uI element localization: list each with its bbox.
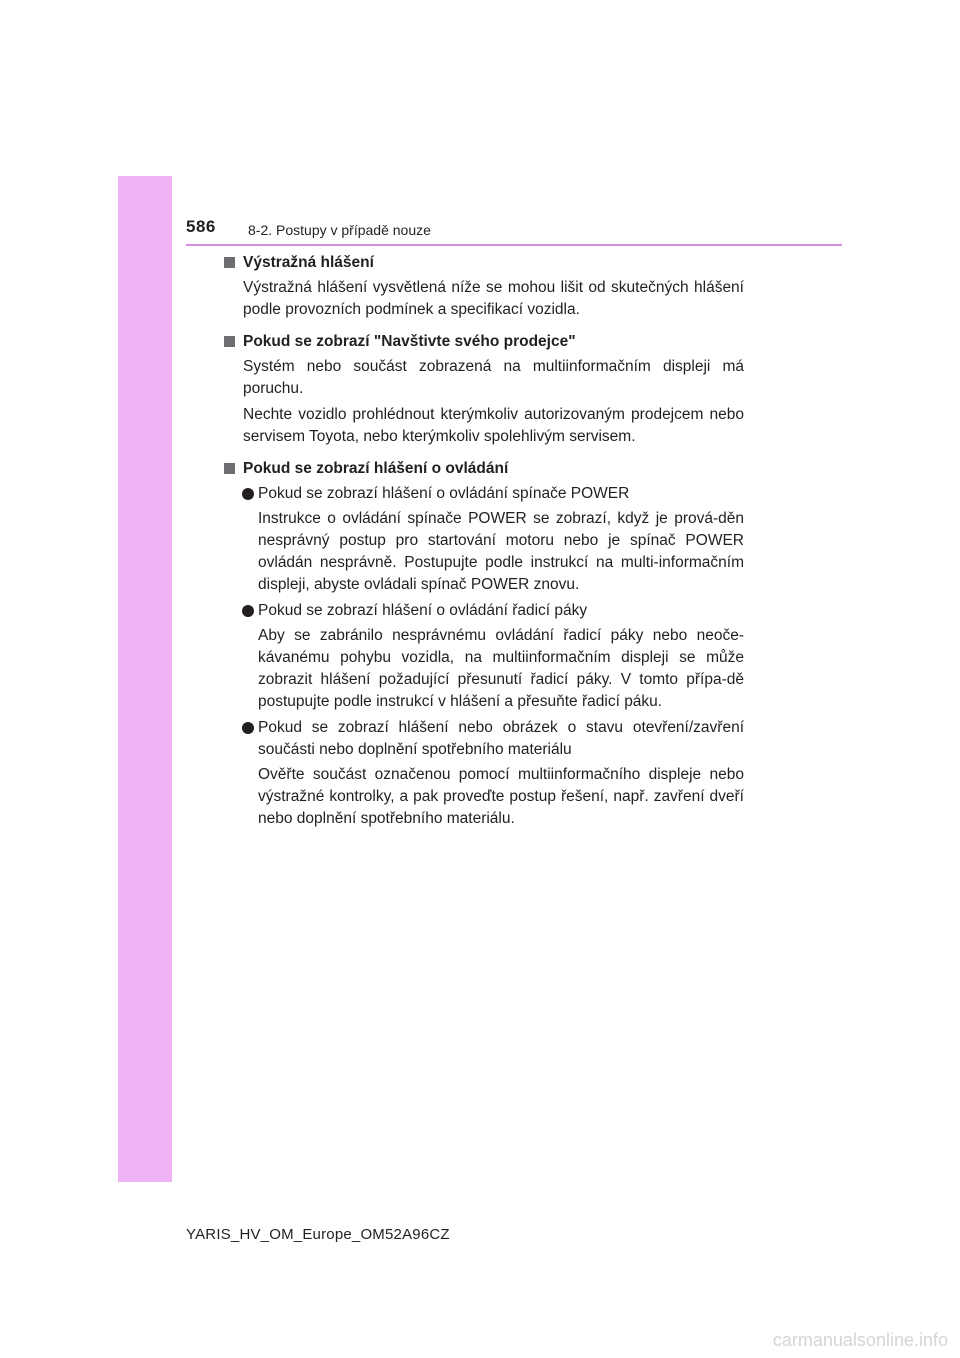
bullet-paragraph: Ověřte součást označenou pomocí multiinformačního displeje nebo výstražné kontrolky, a pak proveďte postup řešení, např. zavření dveří nebo doplnění spotřebního materiálu. bbox=[258, 766, 744, 827]
bullet-title: Pokud se zobrazí hlášení o ovládání řadicí páky bbox=[258, 602, 588, 619]
page-number: 586 bbox=[186, 217, 216, 236]
heading-text: Pokud se zobrazí hlášení o ovládání bbox=[243, 460, 509, 477]
square-bullet-icon bbox=[224, 257, 235, 268]
bullet-paragraph: Aby se zabránilo nesprávnému ovládání řadicí páky nebo neoče-kávanému pohybu vozidla, na multiinformačním displeji se může zobrazit hlášení požadující přesunutí řadicí páky. V tomto přípa-dě postupujte podle instrukcí v hlášení a přesuňte řadicí páku. bbox=[258, 627, 744, 710]
bullet-title: Pokud se zobrazí hlášení nebo obrázek o stavu otevření/zavření součásti nebo doplnění spotřebního materiálu bbox=[258, 719, 744, 758]
square-bullet-icon bbox=[224, 336, 235, 347]
chapter-side-band bbox=[118, 176, 172, 1182]
square-bullet-icon bbox=[224, 463, 235, 474]
section-heading bbox=[224, 331, 744, 353]
bullet-item bbox=[224, 600, 744, 622]
heading-text: Pokud se zobrazí "Navštivte svého prodejce" bbox=[243, 333, 576, 350]
bullet-item bbox=[224, 717, 744, 761]
page-content bbox=[224, 252, 744, 834]
section-heading bbox=[224, 252, 744, 274]
watermark: carmanualsonline.info bbox=[772, 1330, 948, 1350]
page-header bbox=[186, 214, 842, 248]
paragraph: Systém nebo součást zobrazená na multiinformačním displeji má poruchu. bbox=[243, 358, 744, 397]
bullet-title: Pokud se zobrazí hlášení o ovládání spínače POWER bbox=[258, 485, 630, 502]
paragraph: Nechte vozidlo prohlédnout kterýmkoliv autorizovaným prodejcem nebo servisem Toyota, nebo kterýmkoliv spolehlivým servisem. bbox=[243, 406, 744, 445]
bullet-paragraph: Instrukce o ovládání spínače POWER se zobrazí, když je prová-děn nesprávný postup pro startování motoru nebo je spínač POWER ovládán nesprávně. Postupujte podle instrukcí na multi-informačním displeji, abyste ovládali spínač POWER znovu. bbox=[258, 510, 744, 593]
round-bullet-icon bbox=[242, 488, 254, 500]
document-code: YARIS_HV_OM_Europe_OM52A96CZ bbox=[186, 1226, 450, 1243]
section-title: 8-2. Postupy v případě nouze bbox=[248, 222, 431, 238]
bullet-item bbox=[224, 483, 744, 505]
header-rule bbox=[186, 244, 842, 246]
round-bullet-icon bbox=[242, 605, 254, 617]
paragraph: Výstražná hlášení vysvětlená níže se mohou lišit od skutečných hlášení podle provozních podmínek a specifikací vozidla. bbox=[243, 279, 744, 318]
heading-text: Výstražná hlášení bbox=[243, 254, 374, 271]
round-bullet-icon bbox=[242, 722, 254, 734]
section-heading bbox=[224, 458, 744, 480]
